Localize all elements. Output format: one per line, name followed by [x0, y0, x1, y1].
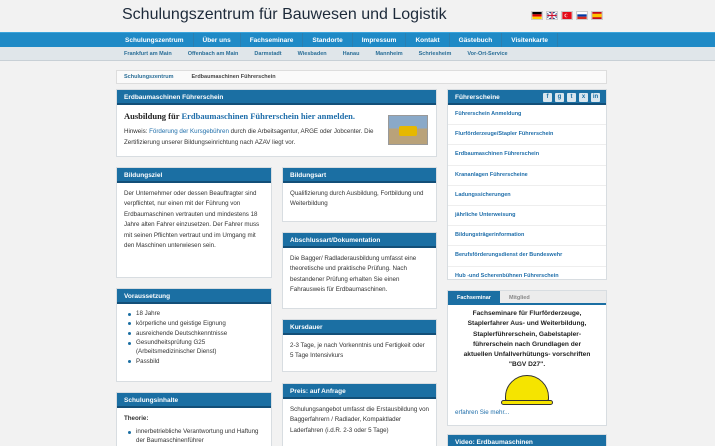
nav-item-fachseminare[interactable]: Fachseminare: [241, 33, 304, 48]
fachseminar-text: Fachseminare für Flurförderzeuge, Staplerfahrer Aus- und Weiterbildung, Staplerführerschein, Gabelstapler-führerschein nach Grundlagen der aktuellen Unfallverhütungs- vorschriften "BGV D27".: [463, 310, 591, 369]
intro-panel: [116, 89, 437, 157]
flag-ru-icon[interactable]: [576, 11, 588, 20]
sidebar-link[interactable]: Erdbaumaschinen Führerschein: [448, 145, 606, 165]
nav-item-kontakt[interactable]: Kontakt: [406, 33, 449, 48]
location-link[interactable]: Frankfurt am Main: [124, 51, 172, 57]
preis-panel: [282, 383, 437, 446]
nav-item-impressum[interactable]: Impressum: [353, 33, 407, 48]
linkedin-icon[interactable]: in: [592, 94, 599, 100]
preis-text: Schulungsangebot umfasst die Erstausbildung von Baggerfahrern / Radlader, Kompaktlader Laderfahren (i.d.R. 2-3 oder 5 Tage): [290, 406, 429, 434]
theorie-label: Theorie:: [124, 415, 149, 422]
list-item: 18 Jahre: [124, 310, 264, 319]
google-icon[interactable]: g: [555, 93, 564, 102]
kursdauer-header: Kursdauer: [283, 320, 436, 335]
twitter-icon[interactable]: t: [567, 93, 576, 102]
location-link[interactable]: Offenbach am Main: [187, 51, 239, 57]
list-item: körperliche und geistige Eignung: [124, 320, 264, 329]
site-header: [0, 0, 715, 32]
bildungsziel-panel: [116, 167, 272, 278]
sidebar-link[interactable]: Führerschein Anmeldung: [448, 105, 606, 125]
bildungsart-panel: [282, 167, 437, 222]
location-link[interactable]: Schriesheim: [418, 51, 452, 57]
bildungsart-header: Bildungsart: [283, 168, 436, 183]
list-item: Passbild: [124, 358, 264, 367]
video-header: Video: Erdbaumaschinen: [448, 435, 606, 446]
nav-item-ueber-uns[interactable]: Über uns: [194, 33, 241, 48]
location-link[interactable]: Mannheim: [375, 51, 403, 57]
abschlussart-panel: [282, 232, 437, 309]
abschlussart-header: Abschlussart/Dokumentation: [283, 233, 436, 248]
list-item: ausreichende Deutschkenntnisse: [124, 330, 264, 339]
breadcrumb: [116, 70, 607, 84]
kursdauer-text: 2-3 Tage, je nach Vorkenntnis und Fertigkeit oder 5 Tage Intensivkurs: [290, 342, 425, 360]
tab-mitglied[interactable]: Mitglied: [508, 295, 530, 301]
excavator-image: [388, 115, 428, 145]
location-link[interactable]: Wiesbaden: [297, 51, 327, 57]
sidebar-header: Führerscheine f g t x in: [448, 90, 606, 105]
main-nav: [0, 32, 715, 47]
voraussetzung-panel: [116, 288, 272, 382]
funding-link[interactable]: Förderung der Kursgebühren: [149, 128, 229, 136]
intro-title: Ausbildung für Erdbaumaschinen Führerschein hier anmelden.: [124, 111, 355, 121]
fachseminar-panel: [447, 290, 607, 426]
breadcrumb-current: Erdbaumaschinen Führerschein: [191, 74, 276, 80]
sidebar-link[interactable]: Ladungssicherungen: [448, 186, 606, 206]
bildungsziel-text: Der Unternehmer oder dessen Beauftragter sind verpflichtet, nur einen mit der Führung von Erdbaumaschinen vertrauten und mindestens 18 Jahre alten Fahrer einzusetzen. Der Fahrer muss mit seinen Pflichten vertraut und im Umgang mit den Maschinen unterwiesen sein.: [124, 190, 260, 250]
sidebar-link[interactable]: Hub -und Scherenbühnen Führerschein: [455, 272, 559, 279]
nav-item-standorte[interactable]: Standorte: [303, 33, 352, 48]
schulungsinhalte-panel: [116, 392, 272, 446]
breadcrumb-home[interactable]: Schulungszentrum: [124, 74, 174, 80]
location-link[interactable]: Vor-Ort-Service: [467, 51, 508, 57]
location-link[interactable]: Hanau: [342, 51, 360, 57]
language-flags: [531, 11, 603, 20]
voraussetzung-header: Voraussetzung: [117, 289, 271, 304]
bildungsart-text: Qualifizierung durch Ausbildung, Fortbildung und Weiterbildung: [290, 190, 424, 208]
fachseminar-tabs: [448, 291, 606, 305]
sidebar-link[interactable]: Flurförderzeuge/Stapler Führerschein: [448, 125, 606, 145]
sidebar-link[interactable]: Krananlagen Führerscheine: [448, 166, 606, 186]
abschlussart-text: Die Bagger/ Radladerausbildung umfasst eine theoretische und praktische Prüfung. Nach bestandener Prüfung erhalten Sie einen Fahrausweis für Erdbaumaschinen.: [290, 255, 417, 294]
site-title[interactable]: Schulungszentrum für Bauwesen und Logistik: [122, 6, 447, 23]
preis-header: Preis: auf Anfrage: [283, 384, 436, 399]
xing-icon[interactable]: x: [579, 93, 588, 102]
nav-item-gaestebuch[interactable]: Gästebuch: [450, 33, 503, 48]
kursdauer-panel: [282, 319, 437, 372]
facebook-icon[interactable]: f: [543, 93, 552, 102]
nav-item-schulungszentrum[interactable]: Schulungszentrum: [116, 33, 194, 48]
flag-de-icon[interactable]: [531, 11, 543, 20]
bildungsziel-header: Bildungsziel: [117, 168, 271, 183]
requirements-list: [124, 310, 264, 366]
social-icons: [543, 93, 600, 102]
helmet-icon: [501, 375, 553, 405]
tab-fachseminar[interactable]: Fachseminar: [448, 291, 500, 303]
location-link[interactable]: Darmstadt: [254, 51, 282, 57]
schulungsinhalte-header: Schulungsinhalte: [117, 393, 271, 408]
intro-header: Erdbaumaschinen Führerschein: [117, 90, 436, 105]
intro-hint: Hinweis: Förderung der Kursgebühren durch die Arbeitsagentur, ARGE oder Jobcenter. Die Zertifizierung unserer Bildungseinrichtung nach AZAV liegt vor.: [124, 128, 374, 146]
sidebar-link[interactable]: Berufsförderungsdienst der Bundeswehr: [448, 246, 606, 266]
flag-en-icon[interactable]: [546, 11, 558, 20]
register-link[interactable]: Erdbaumaschinen Führerschein hier anmelden.: [181, 111, 355, 121]
video-panel: [447, 434, 607, 446]
flag-tr-icon[interactable]: [561, 11, 573, 20]
fuehrerscheine-sidebar: [447, 89, 607, 280]
sidebar-link[interactable]: Bildungsträgerinformation: [448, 226, 606, 246]
location-nav: [0, 47, 715, 61]
sidebar-link[interactable]: jährliche Unterweisung: [448, 206, 606, 226]
more-link[interactable]: erfahren Sie mehr...: [455, 408, 510, 416]
list-item: innerbetriebliche Verantwortung und Haftung der Baumaschinenführer: [124, 428, 264, 445]
contents-list: [124, 428, 264, 445]
list-item: Gesundheitsprüfung G25 (Arbeitsmedizinischer Dienst): [124, 339, 264, 356]
nav-item-visitenkarte[interactable]: Visitenkarte: [502, 33, 558, 48]
flag-es-icon[interactable]: [591, 11, 603, 20]
